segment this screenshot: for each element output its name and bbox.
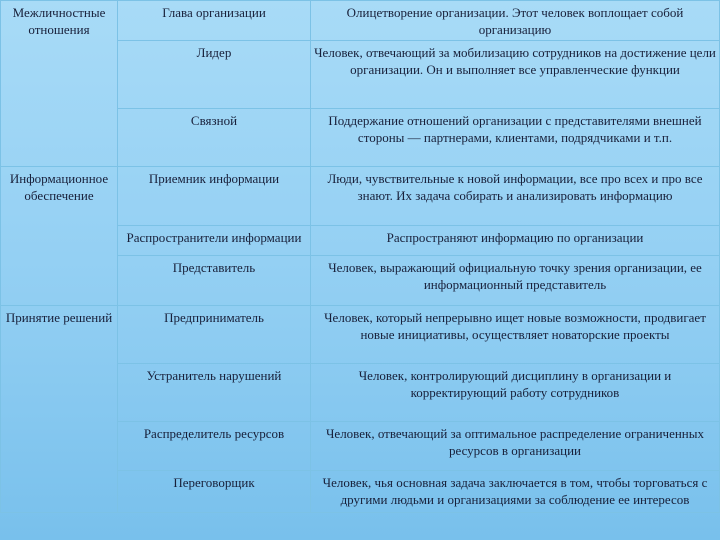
description-cell: Олицетворение организации. Этот человек воплощает собой организацию (311, 1, 720, 41)
role-cell: Переговорщик (118, 471, 311, 513)
description-cell: Человек, выражающий официальную точку зрения организации, ее информационный представитель (311, 256, 720, 306)
role-cell: Представитель (118, 256, 311, 306)
description-cell: Человек, который непрерывно ищет новые возможности, продвигает новые инициативы, осуществляет новаторские проекты (311, 306, 720, 364)
description-cell: Человек, чья основная задача заключается в том, чтобы торговаться с другими людьми и организациями за соблюдение ее интересов (311, 471, 720, 513)
description-cell: Люди, чувствительные к новой информации, все про всех и про все знают. Их задача собирать и анализировать информацию (311, 167, 720, 226)
description-cell: Поддержание отношений организации с представителями внешней стороны — партнерами, клиентами, подрядчиками и т.п. (311, 109, 720, 167)
role-cell: Лидер (118, 41, 311, 109)
role-cell: Предприниматель (118, 306, 311, 364)
description-cell: Человек, контролирующий дисциплину в организации и корректирующий работу сотрудников (311, 364, 720, 422)
role-cell: Приемник информации (118, 167, 311, 226)
table-row (1, 167, 720, 226)
description-cell: Распространяют информацию по организации (311, 226, 720, 256)
role-cell: Устранитель нарушений (118, 364, 311, 422)
table-row (1, 306, 720, 364)
role-cell: Связной (118, 109, 311, 167)
description-cell: Человек, отвечающий за мобилизацию сотрудников на достижение цели организации. Он и выполняет все управленческие функции (311, 41, 720, 109)
category-cell: Информационное обеспечение (1, 167, 118, 306)
role-cell: Распространители информации (118, 226, 311, 256)
table-row (1, 1, 720, 41)
description-cell: Человек, отвечающий за оптимальное распределение ограниченных ресурсов в организации (311, 422, 720, 471)
role-cell: Распределитель ресурсов (118, 422, 311, 471)
role-cell: Глава организации (118, 1, 311, 41)
category-cell: Принятие решений (1, 306, 118, 513)
category-cell: Межличностные отношения (1, 1, 118, 167)
